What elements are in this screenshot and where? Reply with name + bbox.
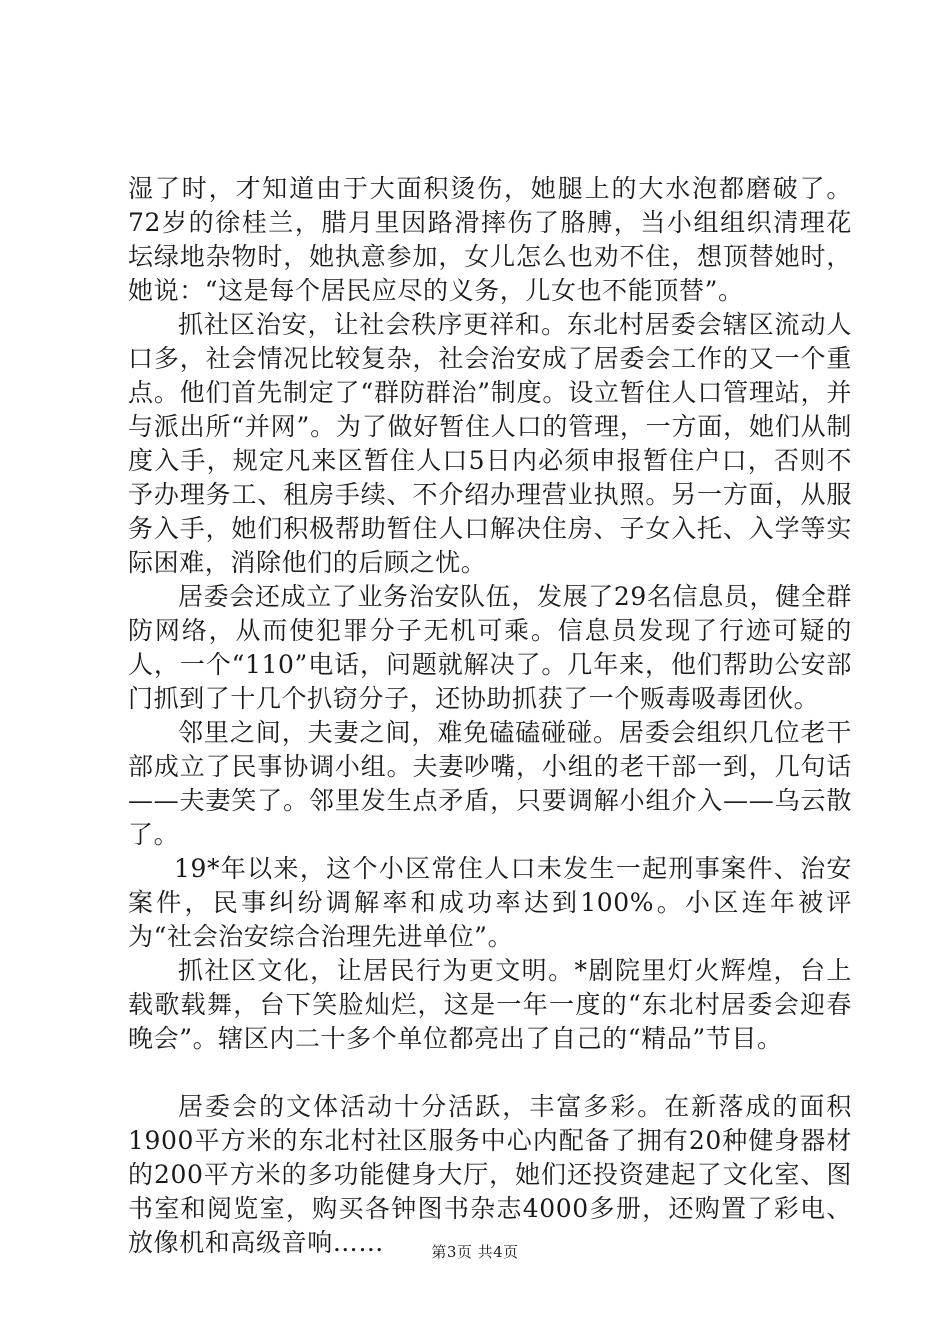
page-footer: 第3页 共4页 [431, 1243, 519, 1261]
paragraph-4: 邻里之间，夫妻之间，难免磕磕碰碰。居委会组织几位老干部成立了民事协调小组。夫妻吵嘴，小组的老干部一到，几句话——夫妻笑了。邻里发生点矛盾，只要调解小组介入——乌云散了。 [128, 718, 852, 849]
paragraph-5: 19*年以来，这个小区常住人口未发生一起刑事案件、治安案件，民事纠纷调解率和成功率达到100%。小区连年被评为“社会治安综合治理先进单位”。 [128, 854, 852, 951]
paragraph-6: 抓社区文化，让居民行为更文明。*剧院里灯火辉煌，台上载歌载舞，台下笑脸灿烂，这是一年一度的“东北村居委会迎春晚会”。辖区内二十多个单位都亮出了自己的“精品”节目。 [128, 956, 852, 1053]
paragraph-2: 抓社区治安，让社会秩序更祥和。东北村居委会辖区流动人口多，社会情况比较复杂，社会治安成了居委会工作的又一个重点。他们首先制定了“群防群治”制度。设立暂住人口管理站，并与派出所“并网”。为了做好暂住人口的管理，一方面，她们从制度入手，规定凡来区暂住人口5日内必须申报暂住户口，否则不予办理务工、租房手续、不介绍办理营业执照。另一方面，从服务入手，她们积极帮助暂住人口解决住房、子女入托、入学等实际困难，消除他们的后顾之忧。 [128, 310, 852, 577]
paragraph-gap [128, 1056, 852, 1090]
paragraph-7: 居委会的文体活动十分活跃，丰富多彩。在新落成的面积1900平方米的东北村社区服务中心内配备了拥有20种健身器材的200平方米的多功能健身大厅，她们还投资建起了文化室、图书室和阅览室，购买各钟图书杂志4000多册，还购置了彩电、放像机和高级音响…… [128, 1092, 852, 1257]
paragraph-3: 居委会还成立了业务治安队伍，发展了29名信息员，健全群防网络，从而使犯罪分子无机可乘。信息员发现了行迹可疑的人，一个“110”电话，问题就解决了。几年来，他们帮助公安部门抓到了十几个扒窃分子，还协助抓获了一个贩毒吸毒团伙。 [128, 582, 852, 713]
document-body [128, 172, 852, 1260]
paragraph-1: 湿了时，才知道由于大面积烫伤，她腿上的大水泡都磨破了。72岁的徐桂兰，腊月里因路滑摔伤了胳膊，当小组组织清理花坛绿地杂物时，她执意参加，女儿怎么也劝不住，想顶替她时，她说：“这是每个居民应尽的义务，儿女也不能顶替”。 [128, 174, 852, 305]
